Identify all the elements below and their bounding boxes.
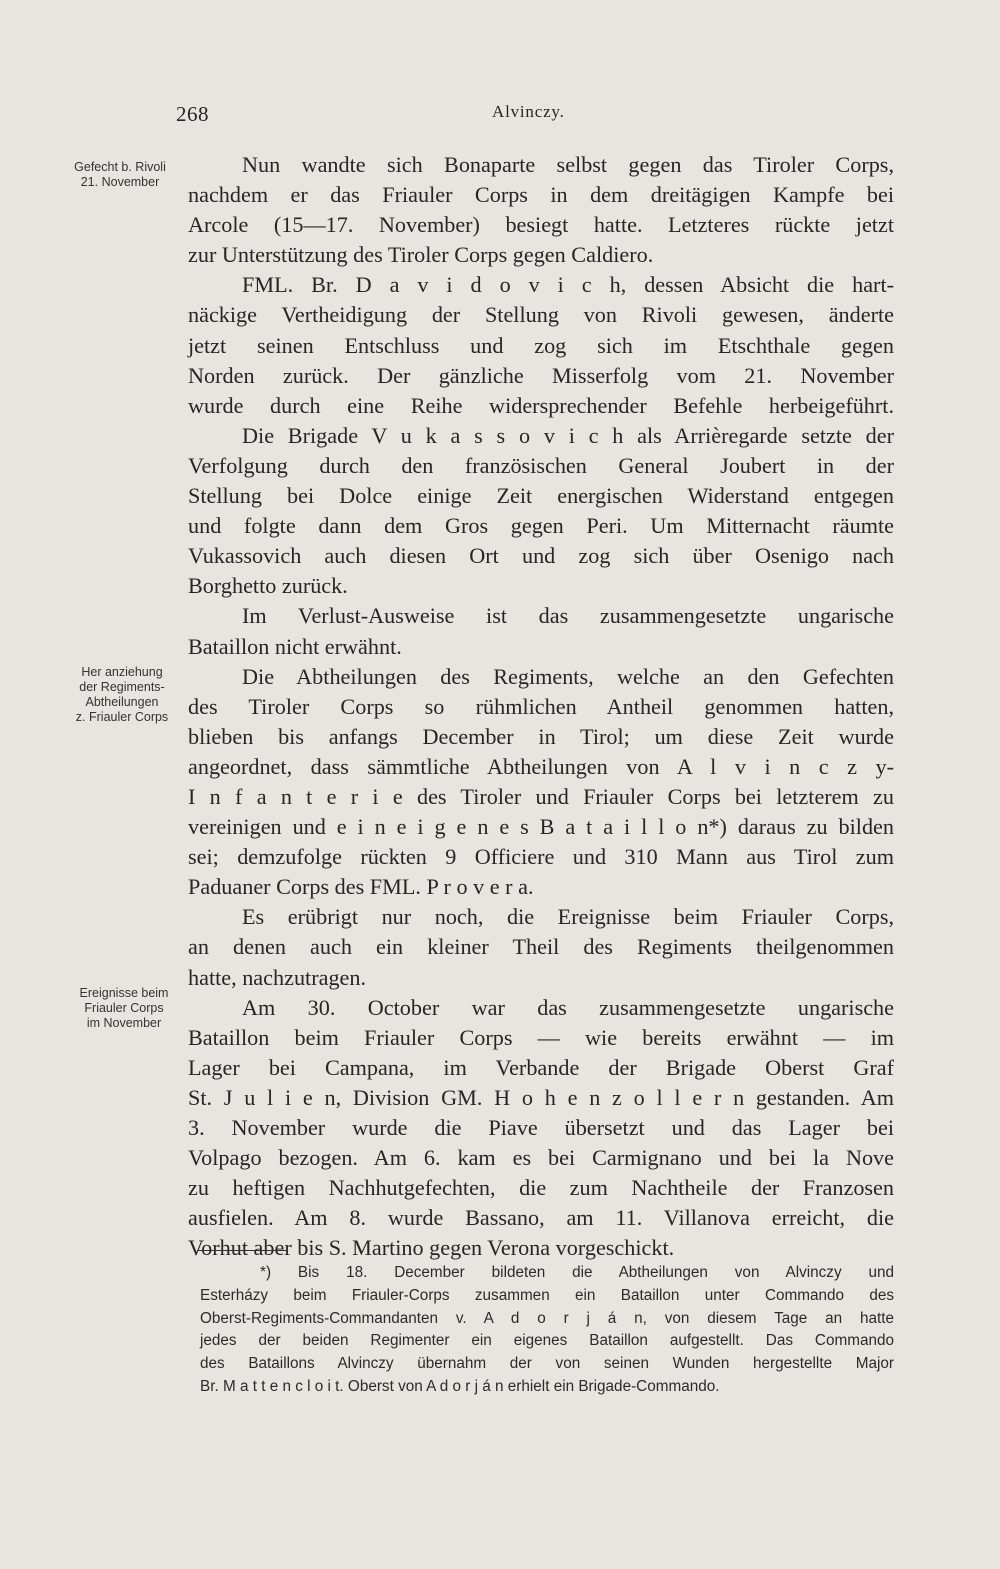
page-header [0,100,1000,132]
body-line: sei; demzufolge rückten 9 Officiere und 310 Mann aus Tirol zum [188,844,894,870]
body-line: nachdem er das Friauler Corps in dem dreitägigen Kampfe bei [188,182,894,208]
body-line: blieben bis anfangs December in Tirol; um diese Zeit wurde [188,723,894,749]
body-line: hatte, nachzutragen. [188,964,367,990]
body-line: ausfielen. Am 8. wurde Bassano, am 11. Villanova erreicht, die [188,1205,894,1231]
body-line: Nun wandte sich Bonaparte selbst gegen das Tiroler Corps, [242,152,894,177]
footnote-line: jedes der beiden Regimenter ein eigenes Bataillon aufgestellt. Das Commando [200,1332,894,1350]
footnote-line: Esterházy beim Friauler-Corps zusammen ein Bataillon unter Commando des [200,1286,894,1304]
body-line: Vorhut aber bis S. Martino gegen Verona vorgeschickt. [188,1235,675,1261]
body-line: Am 30. October war das zusammengesetzte ungarische [242,994,894,1020]
body-line: zur Unterstützung des Tiroler Corps gegen Caldiero. [188,242,654,268]
margin-note-line: Ereignisse beim [79,986,169,1000]
body-line: Stellung bei Dolce einige Zeit energischen Widerstand entgegen [188,483,894,509]
body-line: und folgte dann dem Gros gegen Peri. Um Mitternacht räumte [188,513,894,539]
body-line: I n f a n t e r i e des Tiroler und Friauler Corps bei letzterem zu [188,783,894,809]
footnote-rule [198,1250,286,1251]
margin-note-line: Gefecht b. Rivoli [74,160,166,174]
margin-note-line: im November [86,1016,162,1030]
body-line: Verfolgung durch den französischen General Joubert in der [188,452,894,478]
footnote-line: des Bataillons Alvinczy übernahm der von seinen Wunden hergestellte Major [200,1355,894,1373]
body-line: Arcole (15—17. November) besiegt hatte. Letzteres rückte jetzt [188,212,894,238]
body-line: jetzt seinen Entschluss und zog sich im Etschthale gegen [188,332,894,358]
body-line: Im Verlust-Ausweise ist das zusammengesetzte ungarische [242,603,894,629]
page-number: 268 [176,102,209,126]
body-line: näckige Vertheidigung der Stellung von Rivoli gewesen, änderte [188,302,894,328]
body-line: FML. Br. D a v i d o v i c h, dessen Absicht die hart- [242,272,894,298]
body-line: wurde durch eine Reihe widersprechender Befehle herbeigeführt. [188,392,894,418]
margin-note-line: Her anziehung [81,665,163,679]
body-line: St. J u l i e n, Division GM. H o h e n z o l l e r n gestanden. Am [188,1084,894,1110]
margin-note-line: z. Friauler Corps [75,710,169,724]
footnote [200,1262,894,1399]
body-line: Norden zurück. Der gänzliche Misserfolg vom 21. November [188,362,894,388]
body-line: Volpago bezogen. Am 6. kam es bei Carmignano und bei la Nove [188,1145,894,1171]
body-line: Es erübrigt nur noch, die Ereignisse beim Friauler Corps, [242,904,894,930]
margin-note-rivoli [58,160,182,190]
margin-note-line: Abtheilungen [85,695,159,709]
body-line: Lager bei Campana, im Verbande der Brigade Oberst Graf [188,1054,894,1080]
body-line: zu heftigen Nachhutgefechten, die zum Nachtheile der Franzosen [188,1175,894,1201]
body-line: 3. November wurde die Piave übersetzt und das Lager bei [188,1115,894,1140]
footnote-line: Br. M a t t e n c l o i t. Oberst von A d o r j á n erhielt ein Brigade-Commando. [200,1377,720,1395]
margin-note-line: der Regiments- [79,680,165,694]
footnote-line: Oberst-Regiments-Commandanten v. A d o r j á n, von diesem Tage an hatte [200,1309,894,1327]
body-line: angeordnet, dass sämmtliche Abtheilungen von A l v i n c z y- [188,753,894,779]
body-line: Vukassovich auch diesen Ort und zog sich über Osenigo nach [188,543,894,569]
running-head: Alvinczy. [492,102,565,121]
body-line: des Tiroler Corps so rühmlichen Antheil genommen hatten, [188,693,894,719]
body-line: Die Brigade V u k a s s o v i c h als Arrièregarde setzte der [242,422,894,448]
body-line: an denen auch ein kleiner Theil des Regiments theilgenommen [188,934,894,960]
margin-note-line: Friauler Corps [84,1001,164,1015]
footnote-line: *) Bis 18. December bildeten die Abtheilungen von Alvinczy und [260,1264,894,1281]
body-line: Die Abtheilungen des Regiments, welche an den Gefechten [242,663,894,689]
margin-note-line: 21. November [80,175,160,189]
body-line: Bataillon nicht erwähnt. [188,633,402,659]
body-line: Paduaner Corps des FML. P r o v e r a. [188,874,534,900]
body-line: Borghetto zurück. [188,573,348,599]
margin-note-heranziehung [58,665,186,725]
body-text [188,150,894,1263]
body-line: vereinigen und e i n e i g e n e s B a t a i l l o n*) daraus zu bilden [188,814,894,840]
body-line: Bataillon beim Friauler Corps — wie bereits erwähnt — im [188,1024,894,1050]
margin-note-ereignisse [62,986,186,1031]
